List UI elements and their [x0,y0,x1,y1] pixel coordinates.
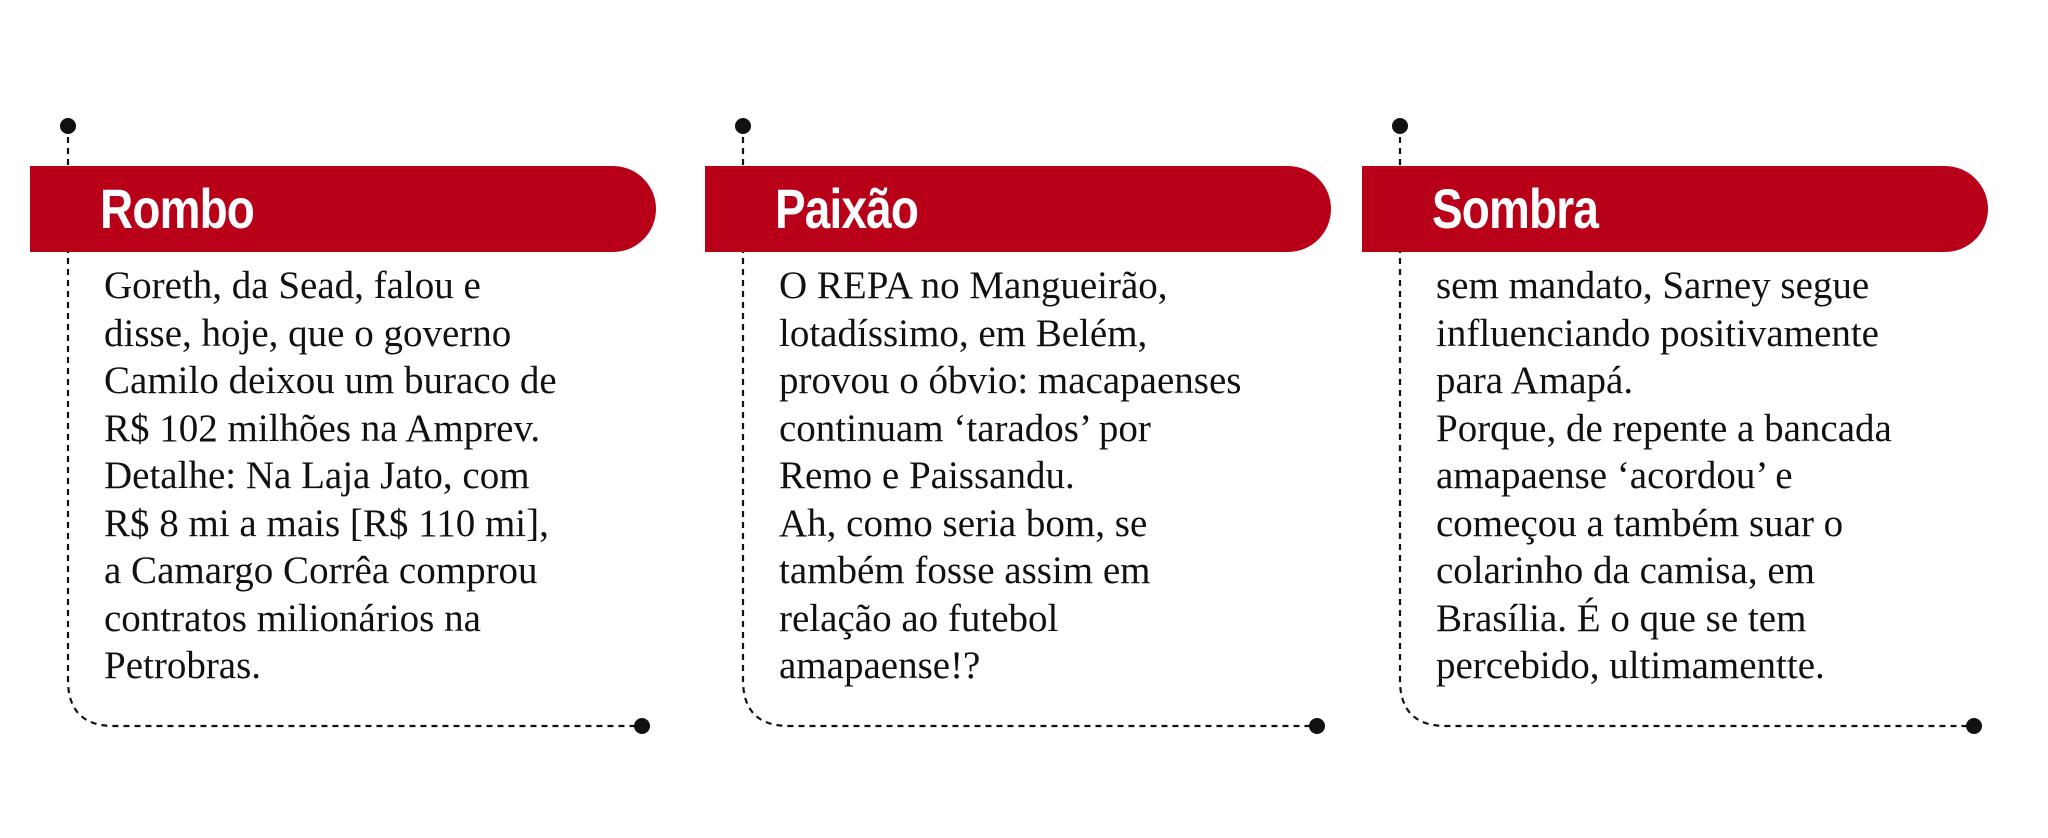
column-paixao [705,0,1345,838]
text-line: Goreth, da Sead, falou e [104,264,481,307]
connector-end-dot [634,718,650,734]
text-line: começou a também suar o [1436,501,1844,545]
text-line: para Amapá. [1436,359,1634,402]
text-line: relação ao futebol [779,596,1059,640]
connector-end-dot [1309,718,1325,734]
column-title: Sombra [1432,177,1599,240]
header-bar [30,166,656,252]
text-line: lotadíssimo, em Belém, [779,311,1148,355]
column-body [779,262,1339,690]
column-rombo [30,0,670,838]
connector-end-dot [1966,718,1982,734]
connector-start-dot [735,118,751,134]
text-line: amapaense ‘acordou’ e [1436,454,1793,497]
column-body [104,262,664,690]
text-line: Camilo deixou um buraco de [104,359,557,402]
connector-start-dot [60,118,76,134]
column-sombra [1362,0,2002,838]
text-line: continuam ‘tarados’ por [779,406,1151,450]
text-line: R$ 102 milhões na Amprev. [104,406,541,450]
text-line: provou o óbvio: macapaenses [779,359,1242,402]
text-line: sem mandato, Sarney segue [1436,264,1870,307]
text-line: Detalhe: Na Laja Jato, com [104,454,530,497]
text-line: Remo e Paissandu. [779,454,1075,497]
text-line: R$ 8 mi a mais [R$ 110 mi], [104,501,549,545]
text-line: contratos milionários na [104,596,481,640]
text-line: disse, hoje, que o governo [104,311,512,355]
text-line: influenciando positivamente [1436,311,1879,355]
text-line: também fosse assim em [779,549,1151,592]
connector-start-dot [1392,118,1408,134]
text-line: Porque, de repente a bancada [1436,406,1892,450]
text-line: Brasília. É o que se tem [1436,596,1807,640]
text-line: percebido, ultimamentte. [1436,644,1825,687]
text-line: Ah, como seria bom, se [779,501,1148,545]
column-title: Rombo [100,177,255,240]
column-body [1436,262,1996,690]
header-bar [705,166,1331,252]
header-bar [1362,166,1988,252]
column-title: Paixão [775,177,919,240]
text-line: colarinho da camisa, em [1436,549,1816,592]
text-line: a Camargo Corrêa comprou [104,549,538,592]
text-line: Petrobras. [104,644,262,687]
text-line: amapaense!? [779,644,981,687]
text-line: O REPA no Mangueirão, [779,264,1168,307]
